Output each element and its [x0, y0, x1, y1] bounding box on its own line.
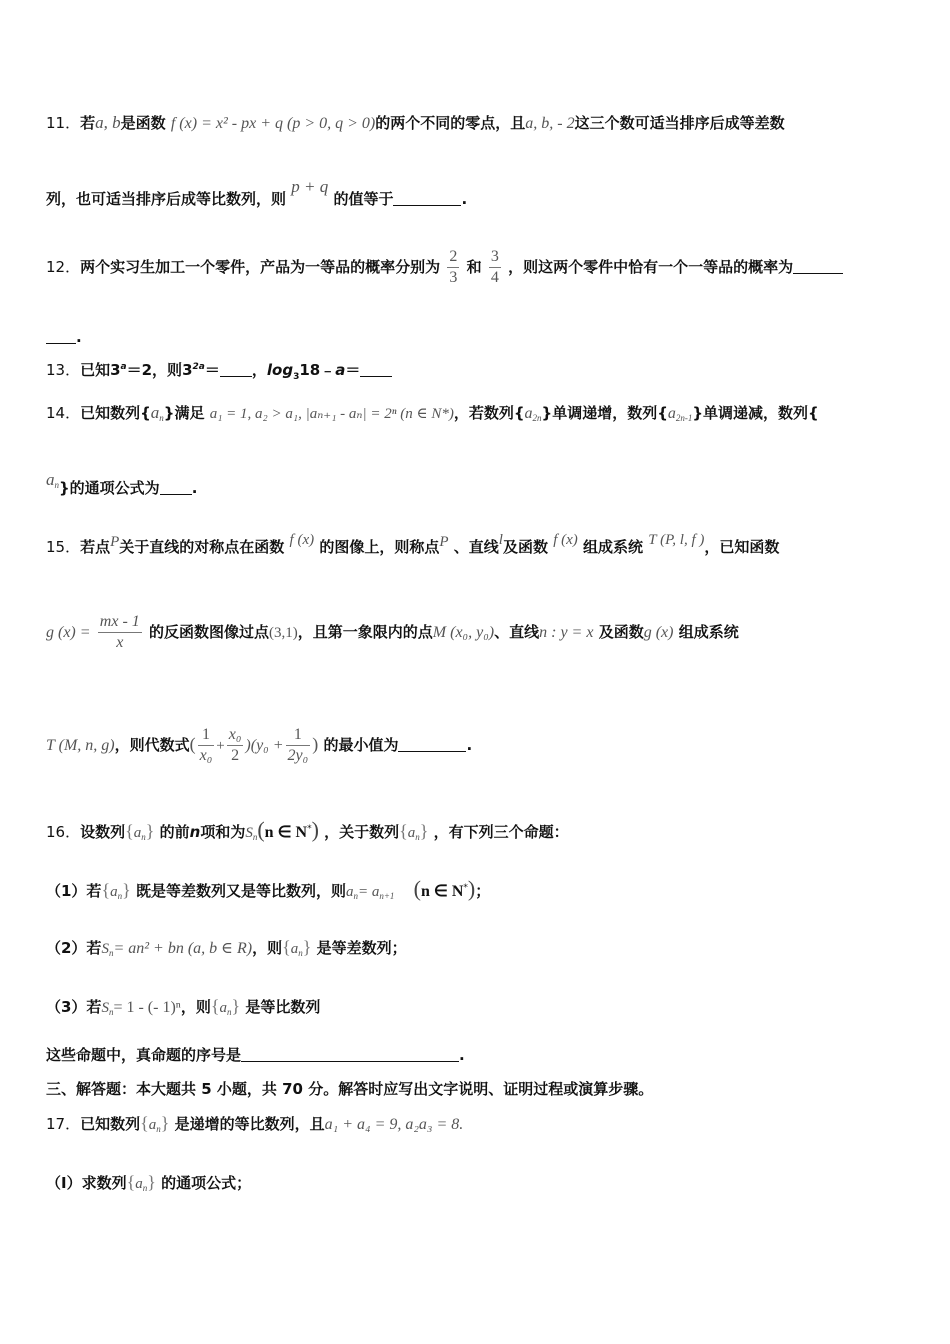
answer-blank-1[interactable]: [220, 362, 252, 377]
q12-line2: .: [46, 327, 82, 347]
answer-blank[interactable]: [241, 1047, 459, 1062]
fraction-3-4: $\frac{3}{4}$: [490, 248, 499, 286]
q15-line1: 15．若点P关于直线的对称点在函数 f (x) 的图像上，则称点P 、直线l及函数 f (x) 组成系统 T (P, l, f )，已知函数: [46, 532, 780, 556]
fraction-1-over-x0: $\frac{1}{\text{x₀}}$: [199, 726, 213, 764]
math-ab: a, b: [95, 113, 121, 132]
q16-line1: 16．设数列$\{a_n\}$ 的前n项和为$S_n(n$ ∈ N*) ，关于数列$\{a_n\}$ ，有下列三个命题：: [46, 817, 569, 842]
math-function-f: f (x) = x² - px + q (p > 0, q > 0): [170, 115, 376, 132]
math-condition: a₁ = 1, a₂ > a₁, |aₙ₊₁ - aₙ| = 2ⁿ (n ∈ N*): [209, 406, 454, 422]
answer-blank-continued[interactable]: [46, 329, 76, 344]
q15-line2: g (x) = $\frac{mx - 1}{x}$ 的反函数图像过点(3,1)，且第一象限内的点M (x₀, y₀)、直线n : y = x 及函数g (x) 组成系统: [46, 613, 739, 651]
q16-claim2: （2）若$S_n= an^2$ + bn (a, b ∈ R)，则$\{a_n\}$ 是等差数列；: [46, 937, 407, 958]
q13-line: 13．已知$3^a=2$，则$3^{2a}=$ ，$\log_318﹣a=$: [46, 357, 392, 387]
q17-part1: （Ⅰ）求数列$\{a_n\}$ 的通项公式；: [46, 1172, 252, 1193]
fraction-x0-over-2: $\frac{\text{x₀}}{2}$: [228, 726, 242, 764]
q11-line2: 列，也可适当排序后成等比数列，则 p + q 的值等于 .: [46, 177, 468, 208]
section-heading: 三、解答题：本大题共 5 小题，共 70 分。解答时应写出文字说明、证明过程或演算步骤。: [46, 1080, 654, 1098]
math-p-plus-q: p + q: [291, 177, 329, 196]
answer-blank[interactable]: [393, 191, 461, 206]
answer-blank-2[interactable]: [360, 362, 392, 377]
q14-line1: 14．已知数列$\{a_n\}$满足 a₁ = 1, a₂ > a₁, |aₙ₊₁ - aₙ| = 2ⁿ (n ∈ N*)，若数列$\{a_{2n}\}$单调递增，数列$\{a_{2n-1}\}$单调递减，数列{: [46, 403, 819, 423]
answer-blank[interactable]: [793, 259, 843, 274]
fraction-2-3: $\frac{2}{3}$: [449, 248, 458, 286]
q15-line3: T (M, n, g)，则代数式( $\frac{1}{\text{x₀}}$ + $\frac{\text{x₀}}{2}$ )(y₀ + $\frac{1}{\text{2y₀}}$ ) 的最小值为 .: [46, 726, 473, 764]
fraction-1-over-2y0: $\frac{1}{\text{2y₀}}$: [287, 726, 309, 764]
q11-number: 11．: [46, 114, 81, 132]
fraction-g: $\frac{mx - 1}{x}$: [99, 613, 140, 651]
answer-blank[interactable]: [398, 737, 466, 752]
q11-line1: 11．若a, b是函数 f (x) = x² - px + q (p > 0, q > 0)的两个不同的零点，且a, b, - 2这三个数可适当排序后成等差数: [46, 113, 785, 132]
q16-conclusion: 这些命题中，真命题的序号是 .: [46, 1046, 465, 1064]
q16-claim3: （3）若$S_n= 1$ - (- 1)ⁿ，则$\{a_n\}$ 是等比数列: [46, 996, 321, 1017]
q14-line2: $a^n$}的通项公式为 .: [46, 470, 198, 497]
math-ab-minus2: a, b, - 2: [525, 115, 575, 132]
answer-blank[interactable]: [160, 480, 192, 495]
q17-line1: 17．已知数列$\{a_n\}$ 是递增的等比数列，且a₁ + a₄ = 9, a₂a₃ = 8.: [46, 1113, 464, 1134]
q12-line1: 12．两个实习生加工一个零件，产品为一等品的概率分别为 $\frac{2}{3}$ 和 $\frac{3}{4}$ ，则这两个零件中恰有一个一等品的概率为: [46, 247, 843, 288]
q16-claim1: （1）若$\{a_n\}$ 既是等差数列又是等比数列，则$a_n= a_{n+1}$ (n ∈ N*)；: [46, 876, 491, 901]
